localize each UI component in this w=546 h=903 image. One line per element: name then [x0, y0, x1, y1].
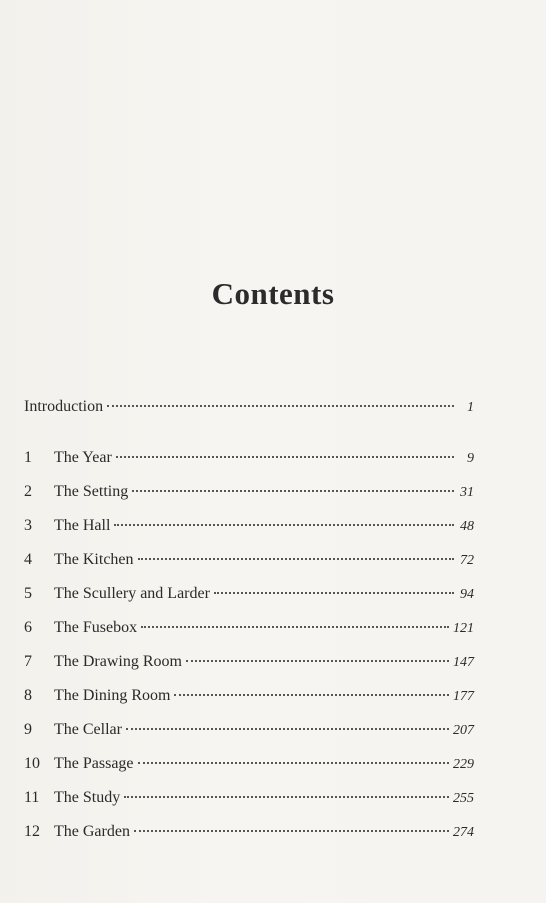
leader-dots [116, 456, 454, 458]
toc-entry-introduction [24, 398, 474, 422]
toc-entry-label: The Garden [54, 823, 130, 840]
page-title: Contents [211, 276, 335, 311]
toc-entry-number: 6 [24, 619, 32, 636]
toc-entry-label: The Drawing Room [54, 653, 182, 670]
toc-entry-label: The Cellar [54, 721, 122, 738]
leader-dots [138, 762, 449, 764]
toc-entry-page: 31 [460, 485, 474, 500]
toc-entry-label: The Scullery and Larder [54, 585, 210, 602]
toc-entry-page: 207 [453, 723, 474, 738]
toc-entry-page: 72 [460, 553, 474, 568]
leader-dots [132, 490, 454, 492]
toc-entry-number: 12 [24, 823, 40, 840]
toc-entry [24, 483, 474, 507]
leader-dots [186, 660, 449, 662]
toc-entry-page: 9 [467, 451, 474, 466]
toc-entry-label: The Kitchen [54, 551, 134, 568]
toc-entry [24, 687, 474, 711]
toc-entry-label: The Passage [54, 755, 134, 772]
leader-dots [174, 694, 449, 696]
toc-entry-label: The Hall [54, 517, 111, 534]
leader-dots [124, 796, 449, 798]
toc-entry [24, 585, 474, 609]
toc-entry-page: 48 [460, 519, 474, 534]
toc-entry-page: 121 [453, 621, 474, 636]
leader-dots [141, 626, 449, 628]
toc-entry-page: 177 [453, 689, 474, 704]
toc-entry [24, 551, 474, 575]
toc-entry [24, 449, 474, 473]
toc-entry-number: 1 [24, 449, 32, 466]
toc-entry-number: 10 [24, 755, 40, 772]
toc-entry-number: 4 [24, 551, 32, 568]
toc-entry-number: 2 [24, 483, 32, 500]
toc-entry-label: The Study [54, 789, 121, 806]
leader-dots [134, 830, 449, 832]
toc-entry [24, 619, 474, 643]
leader-dots [126, 728, 449, 730]
toc-entry-page: 229 [453, 757, 474, 772]
toc-entry-page: 147 [453, 655, 474, 670]
toc-entry [24, 653, 474, 677]
leader-dots [114, 524, 454, 526]
toc-entry-number: 3 [24, 517, 32, 534]
toc-entry-number: 11 [24, 789, 40, 806]
toc-entry [24, 789, 474, 813]
toc-entry-label: The Setting [54, 483, 129, 500]
toc-entry-label: The Year [54, 449, 112, 466]
toc-entry-page: 255 [453, 791, 474, 806]
toc-entry-number: 7 [24, 653, 32, 670]
toc-entry [24, 823, 474, 847]
toc-entry-label: The Fusebox [54, 619, 138, 636]
toc-entry-page: 94 [460, 587, 474, 602]
toc-entry [24, 755, 474, 779]
toc-entry-number: 5 [24, 585, 32, 602]
toc-entry-label: Introduction [24, 398, 104, 415]
toc-entry-label: The Dining Room [54, 687, 171, 704]
toc-entry-page: 1 [467, 400, 474, 415]
toc-entry-number: 8 [24, 687, 32, 704]
toc-entry-page: 274 [453, 825, 474, 840]
toc-entry-number: 9 [24, 721, 32, 738]
leader-dots [107, 405, 454, 407]
toc-entry [24, 721, 474, 745]
leader-dots [214, 592, 454, 594]
toc-entry [24, 517, 474, 541]
leader-dots [138, 558, 454, 560]
